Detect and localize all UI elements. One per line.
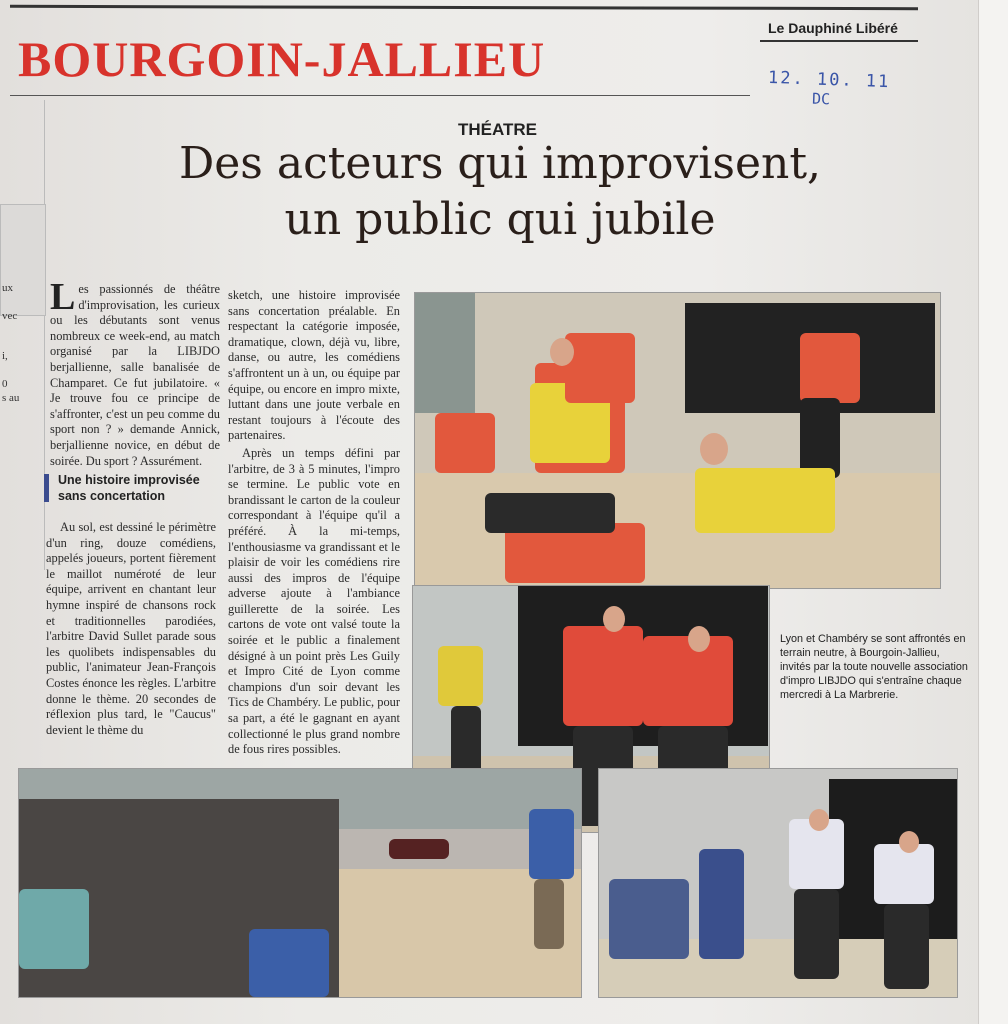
fragment-text: i, <box>2 350 8 362</box>
face <box>688 626 710 652</box>
handwritten-date: 12. 10. 11 <box>767 67 891 93</box>
performer-yellow <box>695 468 835 533</box>
face <box>550 338 574 366</box>
player-legs <box>794 889 839 979</box>
handwritten-initials: DC <box>811 89 831 109</box>
fragment-text: s au <box>2 392 20 404</box>
subhead-bar <box>44 474 49 502</box>
performer-red <box>800 333 860 403</box>
article-subhead <box>44 472 228 504</box>
section-rule <box>10 95 750 96</box>
spectator-blue <box>249 929 329 997</box>
subhead-text: Une histoire improvisée sans concertation <box>58 473 200 503</box>
headline-line-2: un public qui jubile <box>284 194 716 245</box>
performer-red <box>565 333 635 403</box>
article-column-1 <box>50 276 220 469</box>
face <box>899 831 919 853</box>
photo-audience <box>18 768 582 998</box>
article-rubric: THÉATRE <box>458 120 538 139</box>
door <box>415 293 475 413</box>
page-edge <box>978 0 1008 1024</box>
player-jersey <box>874 844 934 904</box>
performer-black <box>485 493 615 533</box>
paragraph: Au sol, est dessiné le périmètre d'un ring, douze comédiens, appelés joueurs, portent fièrement le maillot numéroté de leur équipe, arrivent en chantant leur hymne inspiré de chansons rock et traditionnelles parodiées, l'arbitre David Sullet parade sous les quolibets indispensables du public, l'animateur Jean-François Costes énonce les règles. L'arbitre donne le thème. 20 secondes de réflexion plus tard, le "Caucus" devient le thème du <box>46 520 216 737</box>
top-rule <box>10 5 918 10</box>
referee-legs <box>534 879 564 949</box>
article-headline <box>100 136 900 248</box>
face <box>809 809 829 831</box>
article-column-2 <box>228 288 400 758</box>
map-thumbnail <box>0 204 46 316</box>
performer-red <box>435 413 495 473</box>
fragment-text: 0 <box>2 378 8 390</box>
section-city: BOURGOIN-JALLIEU <box>18 31 546 87</box>
chairs <box>389 839 449 859</box>
paragraph: sketch, une histoire improvisée sans concertation préalable. En respectant la catégorie imposée, dramatique, clown, déjà vu, libre, danse, ou autre, les comédiens s'affrontent un à un, ou équipe par équipe, ou encore en impro mixte, luttant dans une joute verbale en restant toujours à l'écoute des partenaires. <box>228 288 400 443</box>
fragment-text: ux <box>2 282 13 294</box>
face <box>700 433 728 465</box>
player-red <box>563 626 643 726</box>
player-legs <box>884 904 929 989</box>
drop-cap: L <box>50 276 76 318</box>
referee-shirt <box>529 809 574 879</box>
adjacent-column <box>0 100 45 570</box>
paragraph: Après un temps défini par l'arbitre, de 3 à 5 minutes, l'impro se termine. Le public vote en brandissant le carton de la couleur correspondant à l'équipe qu'il a préféré. À la mi-temps, l'enthousiasme va grandissant et le plaisir de voir les comédiens rire aussi des impros de l'équipe adverse ajoute à l'ambiance guillerette de la soirée. Les cartons de vote ont valsé toute la soirée et le public a finalement désigné à un point près Les Guily et Impro Cité de Lyon comme champions d'un soir devant les Tics de Chambéry. Le public, pour sa part, a été le gagnant en ayant collectionné le plus grand nombre de fous rires possibles. <box>228 445 400 757</box>
spectator <box>19 889 89 969</box>
paragraph: es passionnés de théâtre d'improvisation, les curieux ou les débutants sont venus nombreux ce week-end, au match organisé par la LIBJDO berjallienne, salle banalisée de Champaret. Ce fut jubilatoire. « Je trouve fou ce principe de s'affronter, c'est un peu comme du sport non ? » demande Annick, berjallienne novice, en début de soirée. Du sport ? Assurément. <box>50 282 220 468</box>
player-red <box>643 636 733 726</box>
photo-performers-stage <box>414 292 941 589</box>
headline-line-1: Des acteurs qui improvisent, <box>178 138 822 189</box>
fragment-text: vec <box>2 310 18 322</box>
player-yellow <box>453 646 483 706</box>
photo-team-blue <box>598 768 958 998</box>
face <box>603 606 625 632</box>
photo-caption: Lyon et Chambéry se sont affrontés en terrain neutre, à Bourgoin-Jallieu, invités par la toute nouvelle association d'impro LIBJDO qui s'entraîne chaque mercredi à La Marbrerie. <box>780 633 968 701</box>
article-column-1-continued <box>46 520 216 738</box>
player-legs <box>451 706 481 776</box>
player-standing <box>699 849 744 959</box>
players-seated <box>609 879 689 959</box>
newspaper-name: Le Dauphiné Libéré <box>768 20 898 36</box>
performer-legs <box>800 398 840 478</box>
newspaper-name-rule <box>760 40 918 42</box>
